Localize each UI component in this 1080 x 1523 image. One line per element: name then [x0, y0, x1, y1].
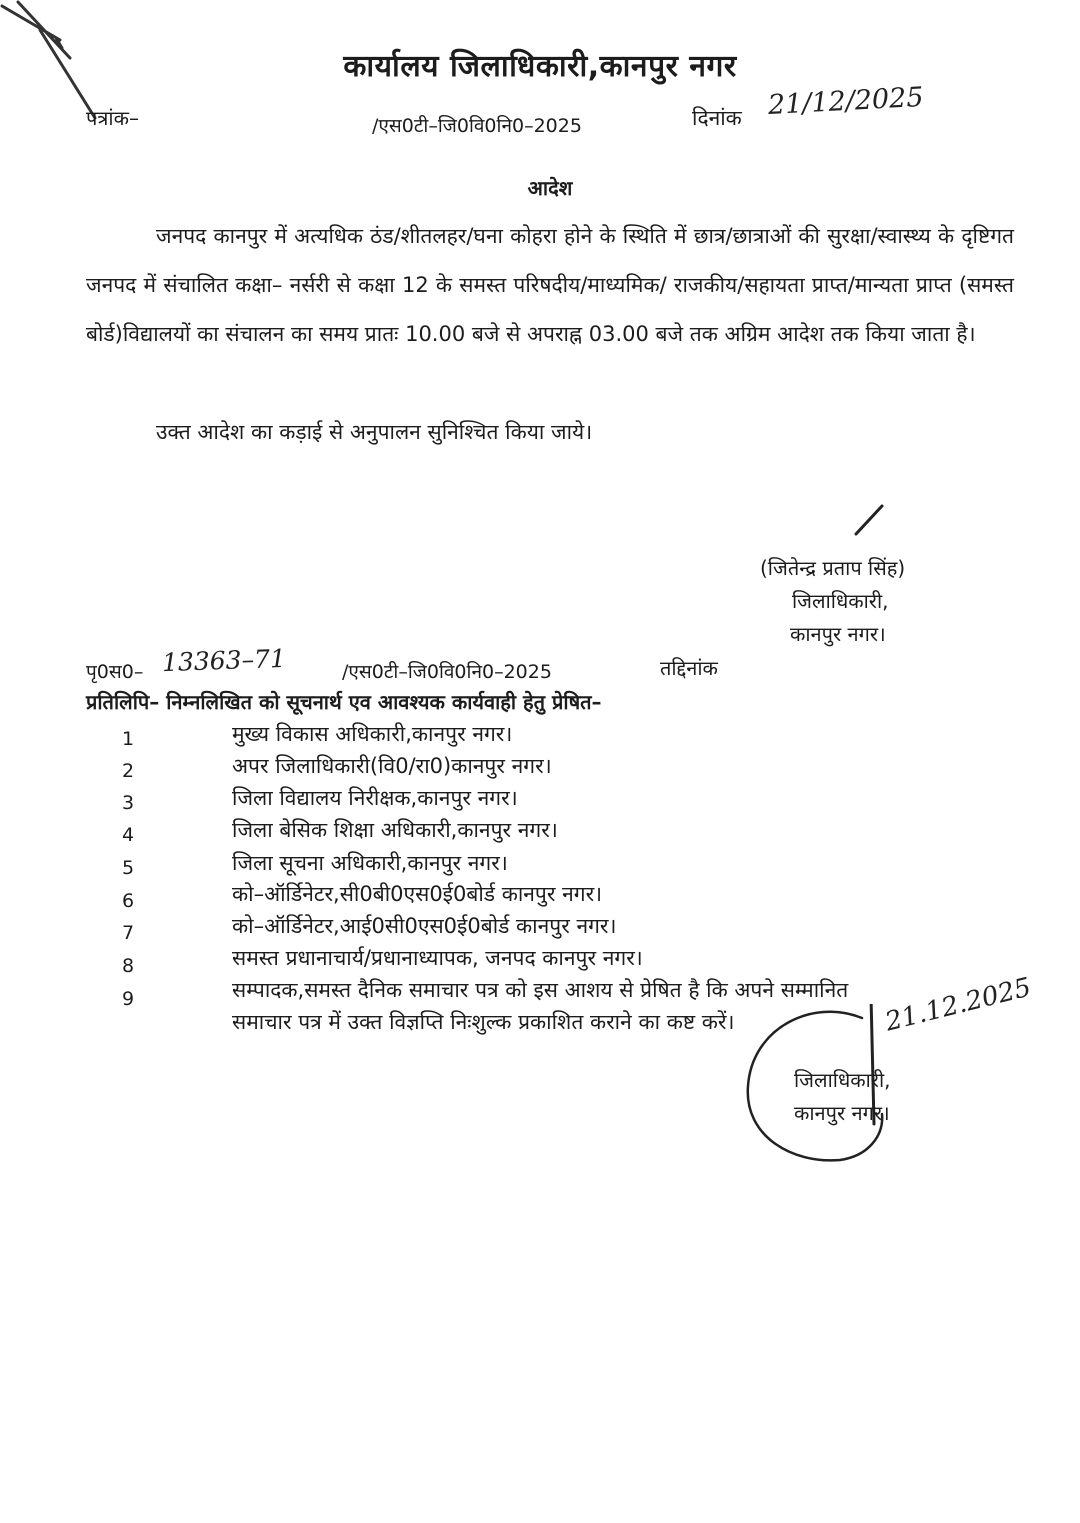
office-title: कार्यालय जिलाधिकारी,कानपुर नगर [343, 49, 737, 84]
signatory-place: कानपुर नगर। [790, 622, 886, 646]
endorsement-number-handwritten: 13363–71 [161, 643, 287, 678]
list-item: को–ऑर्डिनेटर,आई0सी0एस0ई0बोर्ड कानपुर नगर। [232, 914, 617, 938]
list-item-number: 9 [122, 988, 135, 1010]
list-item: सम्पादक,समस्त दैनिक समाचार पत्र को इस आशय से प्रेषित है कि अपने सम्मानित [232, 978, 849, 1002]
reference-number: /एस0टी–जि0वि0नि0–2025 [372, 115, 582, 137]
signature-mark-icon [850, 502, 886, 538]
list-item: मुख्य विकास अधिकारी,कानपुर नगर। [232, 722, 513, 746]
signatory-designation: जिलाधिकारी, [792, 589, 889, 613]
signature-block [760, 552, 905, 651]
list-item-number: 8 [122, 955, 135, 977]
date-label: दिनांक [692, 106, 742, 130]
list-item: समस्त प्रधानाचार्य/प्रधानाध्यापक, जनपद कानपुर नगर। [232, 946, 643, 970]
endorsement-date: तद्दिनांक [660, 656, 718, 680]
list-item-number: 7 [122, 922, 135, 944]
endorsement-signature-block [794, 1064, 891, 1130]
list-item: जिला विद्यालय निरीक्षक,कानपुर नगर। [232, 786, 518, 810]
list-item-number: 6 [122, 890, 135, 912]
list-item-number: 2 [122, 760, 135, 782]
reference-label: पत्रांक– [86, 106, 139, 130]
list-item-number: 4 [122, 824, 135, 846]
list-item: जिला बेसिक शिक्षा अधिकारी,कानपुर नगर। [232, 818, 558, 842]
list-item-number: 1 [122, 728, 135, 750]
list-item-continuation: समाचार पत्र में उक्त विज्ञप्ति निःशुल्क प्रकाशित कराने का कष्ट करें। [232, 1010, 735, 1034]
list-item: अपर जिलाधिकारी(वि0/रा0)कानपुर नगर। [232, 754, 552, 778]
list-item: जिला सूचना अधिकारी,कानपुर नगर। [232, 851, 508, 875]
endorsement-signatory-designation: जिलाधिकारी, [794, 1068, 891, 1092]
order-heading: आदेश [527, 176, 573, 200]
endorsement-reference: /एस0टी–जि0वि0नि0–2025 [342, 661, 552, 683]
order-paragraph: जनपद कानपुर में अत्यधिक ठंड/शीतलहर/घना कोहरा होने के स्थिति में छात्र/छात्राओं की सुरक्षा/स्वास्थ्य के दृष्टिगत जनपद में संचालित कक्षा– नर्सरी से कक्षा 12 के समस्त परिषदीय/माध्यमिक/ राजकीय/सहायता प्राप्त/मान्यता प्राप्त (समस्त बोर्ड)विद्यालयों का संचालन का समय प्रातः 10.00 बजे से अपराह्न 03.00 बजे तक अग्रिम आदेश तक किया जाता है। [86, 224, 1014, 346]
handwritten-date: 21/12/2025 [767, 81, 925, 121]
signature-date-handwritten: 21.12.2025 [882, 972, 1035, 1038]
copy-heading: प्रतिलिपि– निम्नलिखित को सूचनार्थ एव आवश्यक कार्यवाही हेतु प्रेषित– [86, 690, 602, 714]
endorsement-signatory-place: कानपुर नगर। [794, 1101, 890, 1125]
list-item-number: 5 [122, 857, 135, 879]
signatory-name: (जितेन्द्र प्रताप सिंह) [760, 556, 906, 580]
list-item: को–ऑर्डिनेटर,सी0बी0एस0ई0बोर्ड कानपुर नगर। [232, 882, 603, 906]
list-item-number: 3 [122, 792, 135, 814]
endorsement-label: पृ0स0– [86, 661, 144, 683]
compliance-line: उक्त आदेश का कड़ाई से अनुपालन सुनिश्चित किया जाये। [156, 420, 593, 444]
